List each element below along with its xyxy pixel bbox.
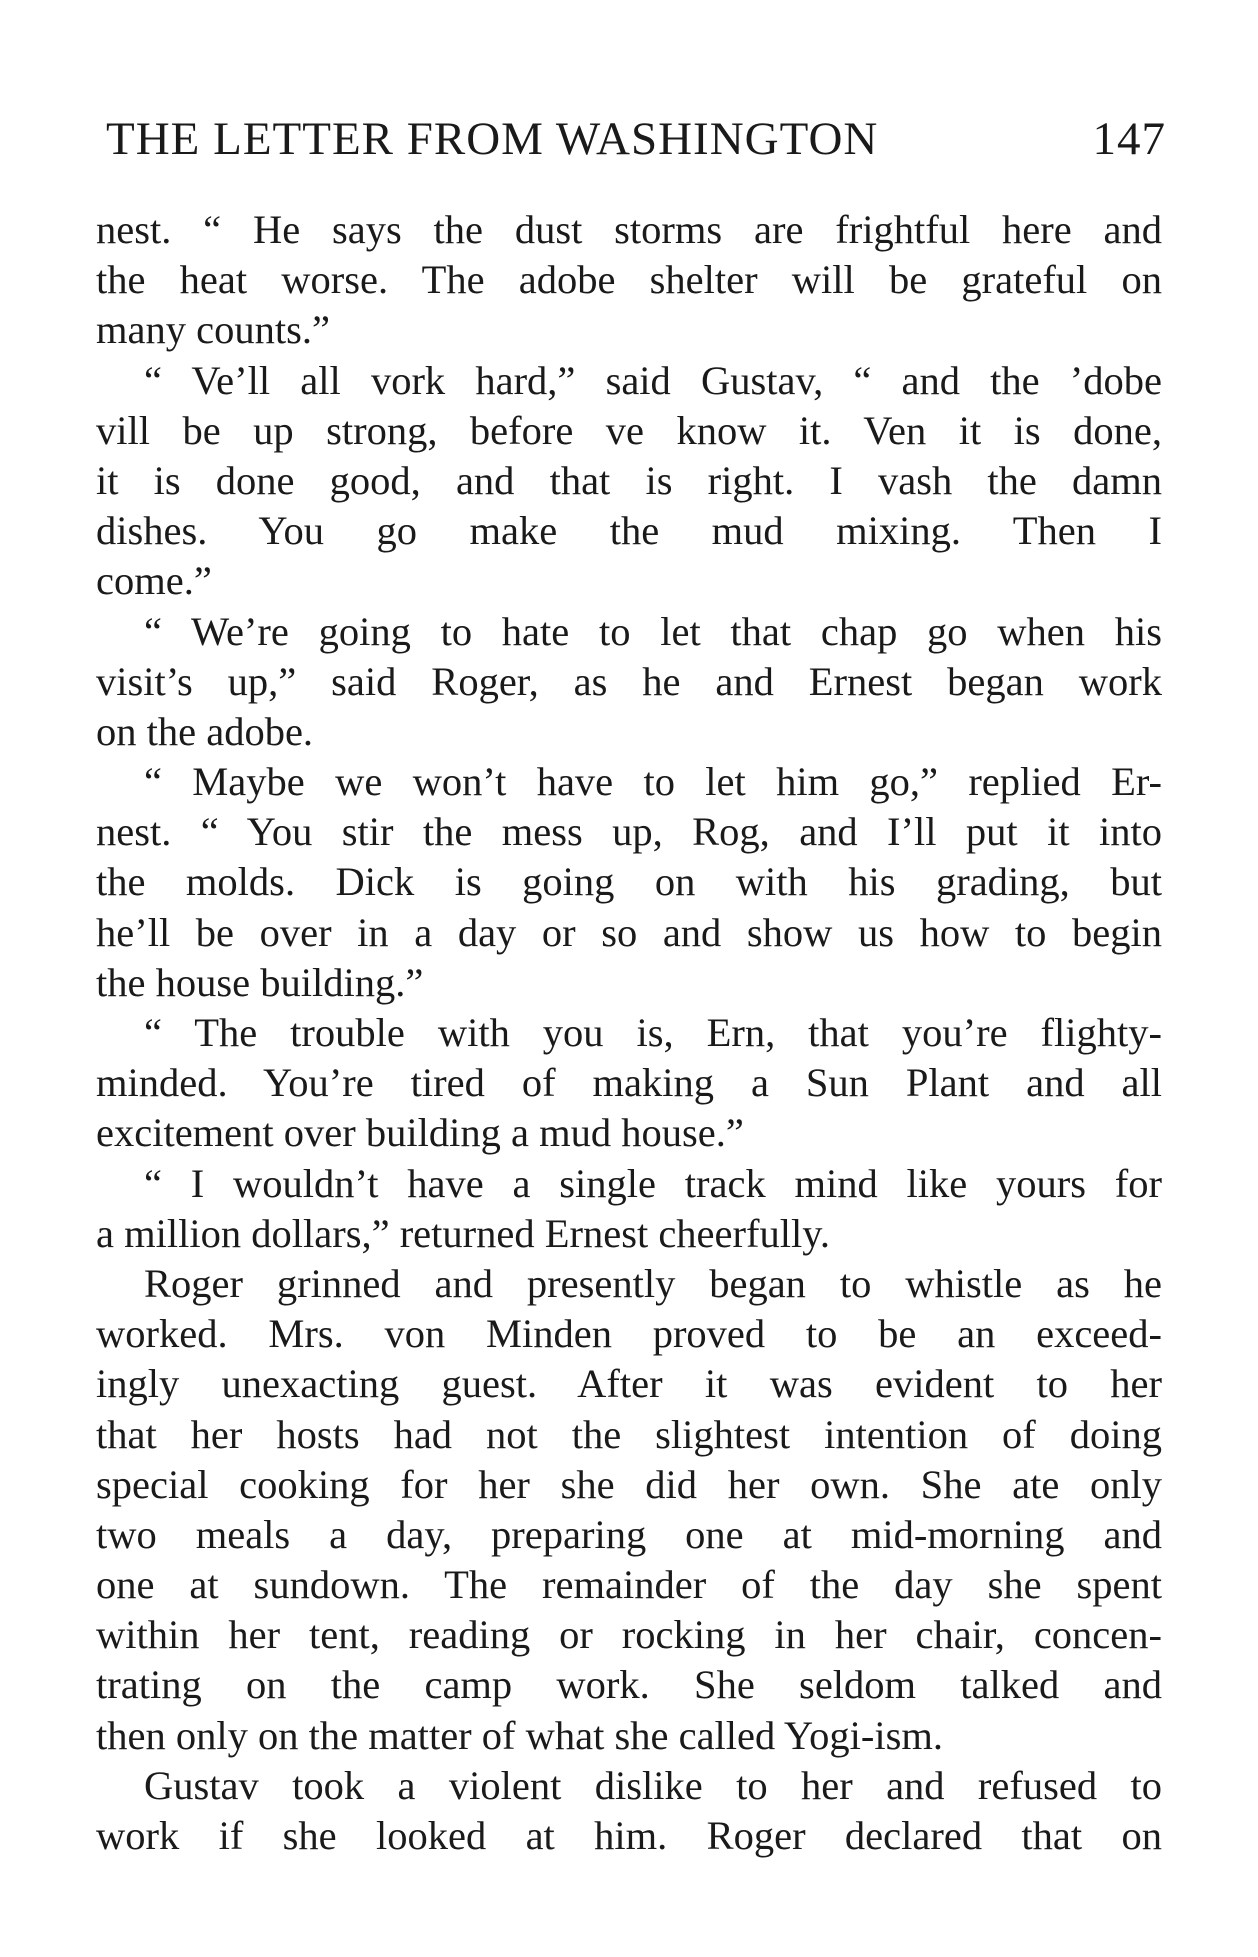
text-line: many counts.” <box>96 307 330 353</box>
text-line: “ Ve’ll all vork hard,” said Gustav, “ and the ’dobe <box>144 357 1162 403</box>
text-line: one at sundown. The remainder of the day she spent <box>96 1562 1162 1608</box>
text-line: two meals a day, preparing one at mid-morning and <box>96 1511 1162 1557</box>
text-line: within her tent, reading or rocking in her chair, concen- <box>96 1612 1162 1658</box>
text-line: it is done good, and that is right. I vash the damn <box>96 457 1162 503</box>
text-line: come.” <box>96 558 212 604</box>
text-line: ingly unexacting guest. After it was evident to her <box>96 1361 1162 1407</box>
text-line: a million dollars,” returned Ernest cheerfully. <box>96 1210 830 1256</box>
text-line: “ The trouble with you is, Ern, that you’re flighty- <box>144 1010 1162 1055</box>
text-line: on the adobe. <box>96 708 314 754</box>
text-line: he’ll be over in a day or so and show us how to begin <box>96 909 1162 955</box>
page-number: 147 <box>1092 113 1166 165</box>
text-line: visit’s up,” said Roger, as he and Ernest began work <box>96 658 1162 704</box>
body-text <box>96 205 1162 1861</box>
text-line: work if she looked at him. Roger declared that on <box>96 1813 1162 1858</box>
text-line: minded. You’re tired of making a Sun Plant and all <box>96 1060 1162 1106</box>
text-line: the heat worse. The adobe shelter will be grateful on <box>96 257 1162 303</box>
text-line: that her hosts had not the slightest intention of doing <box>96 1411 1162 1457</box>
text-line: “ I wouldn’t have a single track mind like yours for <box>144 1160 1162 1206</box>
text-line: “ We’re going to hate to let that chap go when his <box>144 608 1162 654</box>
text-line: special cooking for her she did her own. She ate only <box>96 1461 1162 1507</box>
text-line: Gustav took a violent dislike to her and refused to <box>144 1762 1162 1808</box>
text-line: dishes. You go make the mud mixing. Then I <box>96 508 1162 554</box>
text-line: nest. “ You stir the mess up, Rog, and I’ll put it into <box>96 809 1162 855</box>
running-head <box>106 104 1166 174</box>
text-line: “ Maybe we won’t have to let him go,” replied Er- <box>144 759 1162 805</box>
text-line: trating on the camp work. She seldom talked and <box>96 1662 1162 1708</box>
text-line: then only on the matter of what she called Yogi-ism. <box>96 1712 943 1758</box>
text-line: worked. Mrs. von Minden proved to be an exceed- <box>96 1311 1162 1357</box>
text-line: Roger grinned and presently began to whistle as he <box>144 1260 1162 1306</box>
running-title: THE LETTER FROM WASHINGTON <box>106 113 879 165</box>
text-line: nest. “ He says the dust storms are frightful here and <box>96 207 1162 252</box>
text-line: the house building.” <box>96 959 424 1005</box>
text-line: excitement over building a mud house.” <box>96 1110 744 1156</box>
text-line: the molds. Dick is going on with his grading, but <box>96 859 1162 905</box>
text-line: vill be up strong, before ve know it. Ven it is done, <box>96 407 1162 453</box>
